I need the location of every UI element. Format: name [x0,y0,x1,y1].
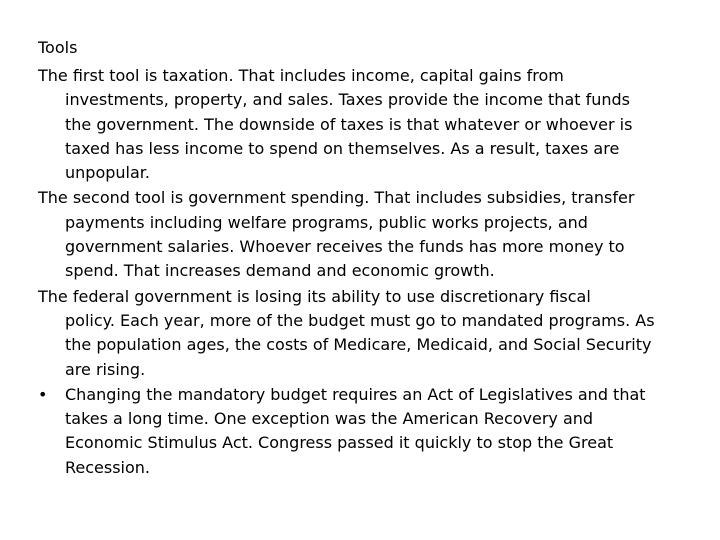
paragraph-line: The federal government is losing its ability to use discretionary fiscal [38,286,591,306]
bullet-line: Changing the mandatory budget requires an Act of Legislatives and that [65,384,646,404]
paragraph-line: spend. That increases demand and economic growth. [65,261,495,281]
paragraph-line: the population ages, the costs of Medicare, Medicaid, and Social Security [65,335,652,355]
paragraph-line: The first tool is taxation. That includes income, capital gains from [38,66,564,85]
paragraph-line: are rising. [65,359,146,379]
slide-heading: Tools [38,38,78,57]
paragraph-line: investments, property, and sales. Taxes provide the income that funds [65,90,631,110]
paragraph-discretionary [38,285,678,382]
paragraph-spending [38,186,678,283]
paragraph-line: The second tool is government spending. That includes subsidies, transfer [38,188,635,208]
paragraph-taxation [38,64,678,185]
paragraph-line: unpopular. [65,163,150,183]
slide-content [38,36,678,481]
bullet-item [38,383,678,480]
bullet-line: Economic Stimulus Act. Congress passed it quickly to stop the Great [65,433,614,453]
bullet-line: Recession. [65,457,151,477]
bullet-line: takes a long time. One exception was the American Recovery and [65,409,594,429]
bullet-icon: • [38,384,48,404]
bullet-first-line [38,383,678,407]
paragraph-line: payments including welfare programs, public works projects, and [65,212,588,232]
paragraph-line: government salaries. Whoever receives the funds has more money to [65,237,625,257]
paragraph-line: policy. Each year, more of the budget must go to mandated programs. As [65,310,655,330]
paragraph-line: taxed has less income to spend on themselves. As a result, taxes are [65,138,620,158]
paragraph-line: the government. The downside of taxes is that whatever or whoever is [65,114,633,134]
